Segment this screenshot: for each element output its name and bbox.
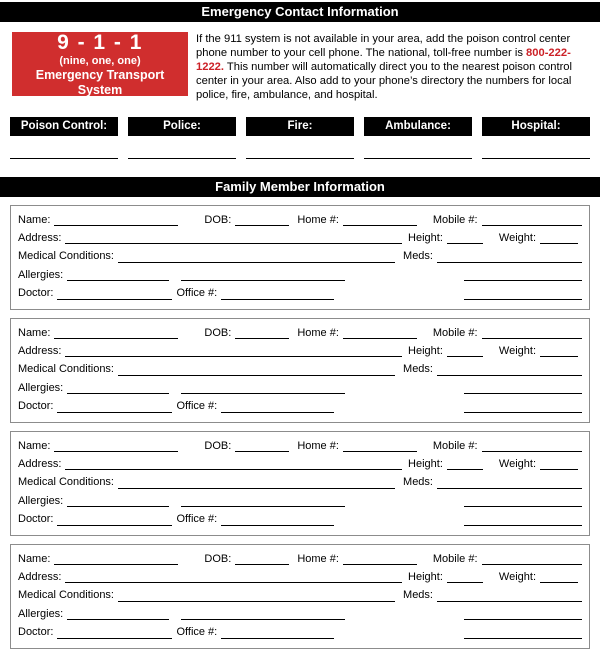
meds-blank-line [437, 249, 582, 263]
doctor-blank-line [57, 399, 172, 413]
doctor-blank-line [57, 512, 172, 526]
allergies-blank-line [67, 267, 169, 281]
address-blank-line [65, 569, 402, 583]
member-row-medical-meds [18, 360, 582, 378]
hospital-label: Hospital: [482, 117, 590, 136]
meds-continuation-line-1 [464, 380, 582, 394]
height-blank-line [447, 230, 483, 244]
emergency-contact-header-bar [0, 2, 600, 22]
weight-blank-line [540, 456, 578, 470]
poison-control-label: Poison Control: [10, 117, 118, 136]
meds-label: Meds: [403, 589, 433, 602]
height-blank-line [447, 343, 483, 357]
member-row-doctor-office [18, 284, 582, 302]
member-row-address-height-weight [18, 342, 582, 360]
allergies-continuation-line [181, 606, 345, 620]
instructions-text-after: This number will automatically direct you to the nearest poison control center in your area. Also add to your phone’s directory the numbers for local police, fire, ambulance, and hospital. [196, 60, 573, 101]
mobile-phone-label: Mobile #: [432, 326, 478, 339]
allergies-continuation-line [181, 380, 345, 394]
address-label: Address: [18, 458, 62, 470]
member-row-address-height-weight [18, 229, 582, 247]
height-blank-line [447, 456, 483, 470]
allergies-blank-line [67, 493, 169, 507]
member-row-allergies [18, 605, 582, 623]
meds-continuation-line-1 [464, 267, 582, 281]
allergies-blank-line [67, 606, 169, 620]
intro-section [12, 32, 590, 103]
address-label: Address: [18, 231, 62, 244]
ambulance-label: Ambulance: [364, 117, 472, 136]
meds-continuation-line-2 [464, 512, 582, 526]
office-phone-label: Office #: [176, 287, 218, 300]
meds-continuation-line-1 [464, 606, 582, 620]
allergies-label: Allergies: [18, 494, 64, 507]
mobile-phone-label: Mobile #: [432, 552, 478, 565]
dob-blank-line [235, 325, 289, 339]
family-member-card [10, 205, 590, 310]
fire-label: Fire: [246, 117, 354, 136]
member-row-allergies [18, 266, 582, 284]
ambulance-blank-line [364, 158, 472, 159]
name-label: Name: [18, 439, 51, 452]
weight-blank-line [540, 343, 578, 357]
doctor-blank-line [57, 286, 172, 300]
allergies-label: Allergies: [18, 268, 64, 281]
mobile-phone-label: Mobile #: [432, 439, 478, 452]
height-label: Height: [408, 571, 443, 584]
height-label: Height: [408, 344, 443, 357]
hospital-blank-line [482, 158, 590, 159]
home-phone-label: Home #: [297, 552, 339, 565]
medical-conditions-blank-line [118, 362, 395, 376]
meds-blank-line [437, 588, 582, 602]
member-row-medical-meds [18, 247, 582, 265]
home-phone-label: Home #: [297, 326, 339, 339]
poison-control-instructions [196, 32, 590, 103]
member-row-allergies [18, 379, 582, 397]
mobile-phone-blank-line [482, 551, 582, 565]
home-phone-blank-line [343, 212, 417, 226]
allergies-label: Allergies: [18, 607, 64, 620]
family-member-card [10, 431, 590, 536]
doctor-label: Doctor: [18, 287, 54, 300]
poison-control-phone-number: 800-222-1222. [196, 46, 571, 73]
office-phone-blank-line [221, 286, 334, 300]
dob-label: DOB: [204, 213, 232, 226]
emergency-contacts-row [10, 117, 590, 136]
meds-label: Meds: [403, 476, 433, 489]
family-member-header-title: Family Member Information [215, 178, 385, 194]
mobile-phone-label: Mobile #: [432, 213, 478, 226]
home-phone-blank-line [343, 551, 417, 565]
mobile-phone-blank-line [482, 212, 582, 226]
meds-continuation-line-2 [464, 286, 582, 300]
meds-continuation-line-2 [464, 399, 582, 413]
name-blank-line [54, 212, 178, 226]
meds-blank-line [437, 362, 582, 376]
family-member-header-bar [0, 177, 600, 197]
address-label: Address: [18, 344, 62, 357]
police-blank-line [128, 158, 236, 159]
member-row-name-dob-phones [18, 437, 582, 455]
allergies-continuation-line [181, 267, 345, 281]
home-phone-blank-line [343, 438, 417, 452]
doctor-blank-line [57, 625, 172, 639]
member-row-address-height-weight [18, 568, 582, 586]
medical-conditions-label: Medical Conditions: [18, 363, 114, 376]
height-label: Height: [408, 458, 443, 470]
dob-blank-line [235, 212, 289, 226]
doctor-label: Doctor: [18, 400, 54, 413]
medical-conditions-blank-line [118, 249, 395, 263]
allergies-label: Allergies: [18, 381, 64, 394]
medical-conditions-label: Medical Conditions: [18, 589, 114, 602]
office-phone-label: Office #: [176, 400, 218, 413]
emergency-contact-header-title: Emergency Contact Information [201, 4, 399, 19]
doctor-label: Doctor: [18, 513, 54, 526]
name-blank-line [54, 551, 178, 565]
name-blank-line [54, 438, 178, 452]
medical-conditions-blank-line [118, 588, 395, 602]
weight-blank-line [540, 569, 578, 583]
home-phone-label: Home #: [297, 213, 339, 226]
dob-label: DOB: [204, 439, 232, 452]
fire-blank-line [246, 158, 354, 159]
dob-blank-line [235, 551, 289, 565]
member-row-name-dob-phones [18, 211, 582, 229]
home-phone-label: Home #: [297, 439, 339, 452]
address-label: Address: [18, 571, 62, 584]
office-phone-blank-line [221, 399, 334, 413]
address-blank-line [65, 343, 402, 357]
dob-blank-line [235, 438, 289, 452]
height-blank-line [447, 569, 483, 583]
allergies-continuation-line [181, 493, 345, 507]
emergency-contacts-blank-lines [10, 158, 590, 159]
mobile-phone-blank-line [482, 438, 582, 452]
family-member-card [10, 318, 590, 423]
weight-label: Weight: [498, 458, 536, 470]
address-blank-line [65, 230, 402, 244]
mobile-phone-blank-line [482, 325, 582, 339]
nine-one-one-number: 9 - 1 - 1 [57, 30, 143, 54]
doctor-label: Doctor: [18, 626, 54, 639]
name-label: Name: [18, 213, 51, 226]
nine-one-one-phonetic: (nine, one, one) [59, 54, 141, 67]
medical-conditions-label: Medical Conditions: [18, 476, 114, 489]
home-phone-blank-line [343, 325, 417, 339]
allergies-blank-line [67, 380, 169, 394]
meds-blank-line [437, 475, 582, 489]
member-row-address-height-weight [18, 455, 582, 473]
medical-conditions-label: Medical Conditions: [18, 250, 114, 263]
member-row-medical-meds [18, 586, 582, 604]
office-phone-label: Office #: [176, 513, 218, 526]
member-row-medical-meds [18, 473, 582, 491]
meds-continuation-line-2 [464, 625, 582, 639]
weight-label: Weight: [498, 344, 536, 357]
weight-label: Weight: [498, 571, 536, 584]
height-label: Height: [408, 231, 443, 244]
meds-continuation-line-1 [464, 493, 582, 507]
family-member-list [0, 205, 600, 649]
medical-conditions-blank-line [118, 475, 395, 489]
member-row-doctor-office [18, 623, 582, 641]
name-label: Name: [18, 552, 51, 565]
emergency-transport-caption: Emergency Transport System [35, 67, 165, 97]
office-phone-blank-line [221, 512, 334, 526]
office-phone-label: Office #: [176, 626, 218, 639]
police-label: Police: [128, 117, 236, 136]
address-blank-line [65, 456, 402, 470]
nine-one-one-red-box [12, 32, 188, 96]
instructions-text-before: If the 911 system is not available in your area, add the poison control center phone number to your cell phone. The national, toll-free number is [196, 33, 571, 59]
family-member-card [10, 544, 590, 649]
name-blank-line [54, 325, 178, 339]
weight-label: Weight: [498, 231, 536, 244]
meds-label: Meds: [403, 363, 433, 376]
meds-label: Meds: [403, 250, 433, 263]
dob-label: DOB: [204, 326, 232, 339]
dob-label: DOB: [204, 552, 232, 565]
office-phone-blank-line [221, 625, 334, 639]
weight-blank-line [540, 230, 578, 244]
member-row-allergies [18, 492, 582, 510]
member-row-name-dob-phones [18, 550, 582, 568]
member-row-name-dob-phones [18, 324, 582, 342]
poison-control-blank-line [10, 158, 118, 159]
member-row-doctor-office [18, 510, 582, 528]
name-label: Name: [18, 326, 51, 339]
member-row-doctor-office [18, 397, 582, 415]
